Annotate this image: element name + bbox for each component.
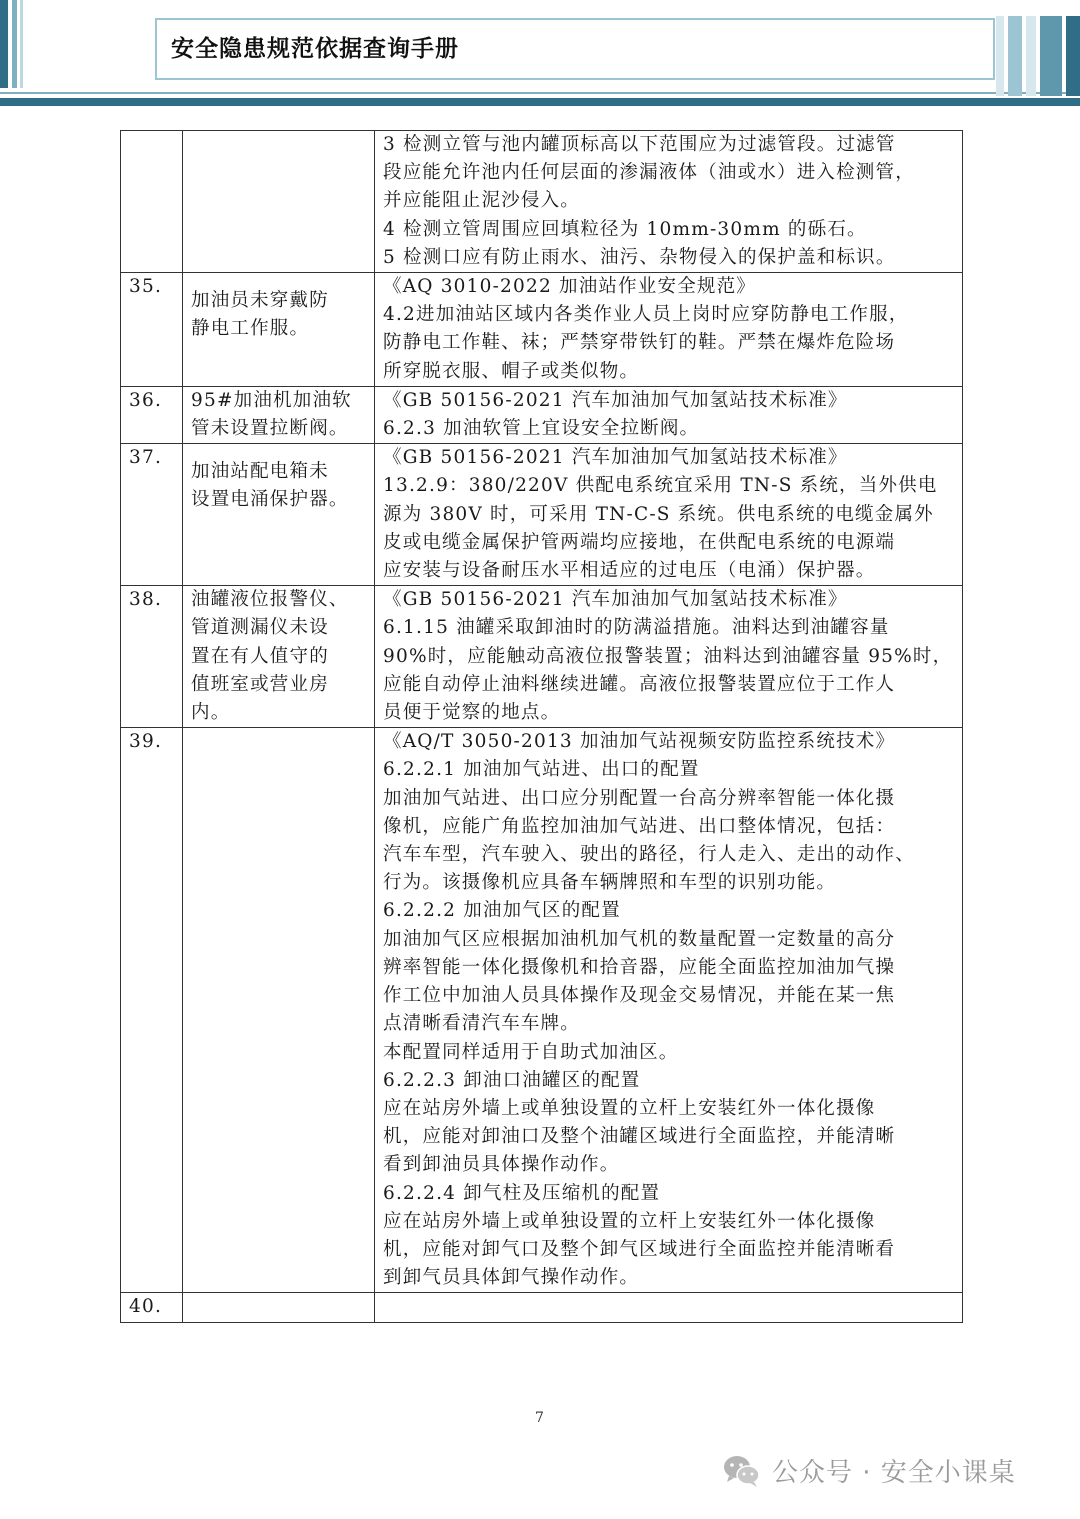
hazard-line: 值班室或营业房: [191, 673, 329, 695]
basis-line: 《GB 50156-2021 汽车加油加气加氢站技术标准》: [383, 389, 848, 411]
hazard-line: 95#加油机加油软: [191, 389, 352, 411]
hazard-line: 内。: [191, 702, 231, 724]
document-title: 安全隐患规范依据查询手册: [171, 36, 459, 62]
basis-line: 4 检测立管周围应回填粒径为 10mm-30mm 的砾石。: [383, 218, 867, 240]
table-row: [121, 1293, 963, 1322]
row-number: [121, 131, 183, 273]
hazard-line: 管道测漏仪未设: [191, 617, 329, 639]
regulation-basis: [375, 444, 963, 586]
basis-line: 6.2.2.3 卸油口油罐区的配置: [383, 1069, 641, 1091]
basis-line: 看到卸油员具体操作动作。: [383, 1154, 620, 1176]
hazard-line: 静电工作服。: [191, 318, 310, 340]
basis-line: 《AQ/T 3050-2013 加油加气站视频安防监控系统技术》: [383, 731, 896, 753]
basis-line: 《GB 50156-2021 汽车加油加气加氢站技术标准》: [383, 589, 848, 611]
header-rule: [0, 92, 1080, 94]
hazard-description: [183, 1293, 375, 1322]
row-number: 35.: [121, 273, 183, 387]
hazard-line: 加油员未穿戴防: [191, 290, 329, 312]
basis-line: 《GB 50156-2021 汽车加油加气加氢站技术标准》: [383, 447, 848, 469]
basis-line: 机，应能对卸气口及整个卸气区域进行全面监控并能清晰看: [383, 1238, 896, 1260]
table-row: [121, 273, 963, 387]
row-number: 40.: [121, 1293, 183, 1322]
title-box: [155, 18, 995, 80]
basis-line: 行为。该摄像机应具备车辆牌照和车型的识别功能。: [383, 872, 837, 894]
basis-line: 段应能允许池内任何层面的渗漏液体（油或水）进入检测管，: [383, 162, 915, 184]
basis-line: 并应能阻止泥沙侵入。: [383, 190, 581, 212]
watermark: [722, 1452, 1016, 1489]
table-row: [121, 586, 963, 728]
table-row: [121, 386, 963, 443]
header-rule: [0, 98, 1080, 106]
header-decor-stripes: [996, 16, 1080, 96]
basis-line: 应能自动停止油料继续进罐。高液位报警装置应位于工作人: [383, 673, 896, 695]
basis-line: 6.2.3 加油软管上宜设安全拉断阀。: [383, 418, 700, 440]
basis-line: 辨率智能一体化摄像机和拾音器，应能全面监控加油加气操: [383, 956, 896, 978]
regulation-basis: [375, 273, 963, 387]
hazard-description: [183, 131, 375, 273]
hazard-line: 加油站配电箱未: [191, 461, 329, 483]
basis-line: 3 检测立管与池内罐顶标高以下范围应为过滤管段。过滤管: [383, 134, 896, 155]
basis-line: 汽车车型，汽车驶入、驶出的路径，行人走入、走出的动作、: [383, 844, 915, 866]
basis-line: 本配置同样适用于自助式加油区。: [383, 1041, 679, 1063]
regulation-basis: [375, 1293, 963, 1322]
table-row: [121, 444, 963, 586]
basis-line: 6.2.2.4 卸气柱及压缩机的配置: [383, 1182, 661, 1204]
basis-line: 应在站房外墙上或单独设置的立杆上安装红外一体化摄像: [383, 1097, 876, 1119]
header-decor-bar: [12, 0, 17, 88]
basis-line: 皮或电缆金属保护管两端均应接地，在供配电系统的电源端: [383, 531, 896, 553]
basis-line: 6.2.2.2 加油加气区的配置: [383, 900, 621, 922]
basis-line: 防静电工作鞋、袜；严禁穿带铁钉的鞋。严禁在爆炸危险场: [383, 332, 896, 354]
basis-line: 作工位中加油人员具体操作及现金交易情况，并能在某一焦: [383, 985, 896, 1007]
basis-line: 机，应能对卸油口及整个油罐区域进行全面监控，并能清晰: [383, 1126, 896, 1148]
table-row: [121, 728, 963, 1293]
basis-line: 源为 380V 时，可采用 TN-C-S 系统。供电系统的电缆金属外: [383, 503, 934, 525]
basis-line: 6.2.2.1 加油加气站进、出口的配置: [383, 759, 700, 781]
basis-line: 4.2进加油站区域内各类作业人员上岗时应穿防静电工作服，: [383, 304, 909, 326]
hazard-line: 管未设置拉断阀。: [191, 418, 349, 440]
regulation-basis: [375, 131, 963, 273]
hazard-description: [183, 386, 375, 443]
basis-line: 加油加气站进、出口应分别配置一台高分辨率智能一体化摄: [383, 787, 896, 809]
header-decor-bar: [20, 0, 23, 88]
row-number: 36.: [121, 386, 183, 443]
table-row: [121, 131, 963, 273]
hazard-description: [183, 728, 375, 1293]
hazard-line: 置在有人值守的: [191, 645, 329, 667]
hazard-line: 油罐液位报警仪、: [191, 589, 349, 611]
basis-line: 点清晰看清汽车车牌。: [383, 1013, 581, 1035]
hazard-line: 设置电涌保护器。: [191, 489, 349, 511]
row-number: 37.: [121, 444, 183, 586]
basis-line: 90%时，应能触动高液位报警装置；油料达到油罐容量 95%时，: [383, 645, 953, 667]
regulation-basis: [375, 386, 963, 443]
row-number: 39.: [121, 728, 183, 1293]
regulation-basis: [375, 728, 963, 1293]
hazard-description: [183, 586, 375, 728]
page-header: [0, 0, 1080, 110]
watermark-text: 公众号 · 安全小课桌: [772, 1458, 1016, 1488]
wechat-icon: [722, 1454, 762, 1488]
basis-line: 6.1.15 油罐采取卸油时的防满溢措施。油料达到油罐容量: [383, 617, 890, 639]
hazard-description: [183, 444, 375, 586]
basis-line: 加油加气区应根据加油机加气机的数量配置一定数量的高分: [383, 928, 896, 950]
basis-line: 应在站房外墙上或单独设置的立杆上安装红外一体化摄像: [383, 1210, 876, 1232]
basis-line: 应安装与设备耐压水平相适应的过电压（电涌）保护器。: [383, 560, 876, 582]
basis-line: 所穿脱衣服、帽子或类似物。: [383, 360, 640, 382]
basis-line: 5 检测口应有防止雨水、油污、杂物侵入的保护盖和标识。: [383, 246, 896, 268]
regulation-table: [120, 130, 963, 1323]
header-decor-bar: [0, 0, 8, 88]
basis-line: 员便于觉察的地点。: [383, 702, 561, 724]
basis-line: 13.2.9：380/220V 供配电系统宜采用 TN-S 系统，当外供电: [383, 475, 938, 497]
regulation-basis: [375, 586, 963, 728]
row-number: 38.: [121, 586, 183, 728]
basis-line: 《AQ 3010-2022 加油站作业安全规范》: [383, 276, 757, 298]
page-number: 7: [535, 1410, 544, 1426]
basis-line: 像机，应能广角监控加油加气站进、出口整体情况，包括：: [383, 815, 896, 837]
basis-line: 到卸气员具体卸气操作动作。: [383, 1267, 640, 1289]
hazard-description: [183, 273, 375, 387]
